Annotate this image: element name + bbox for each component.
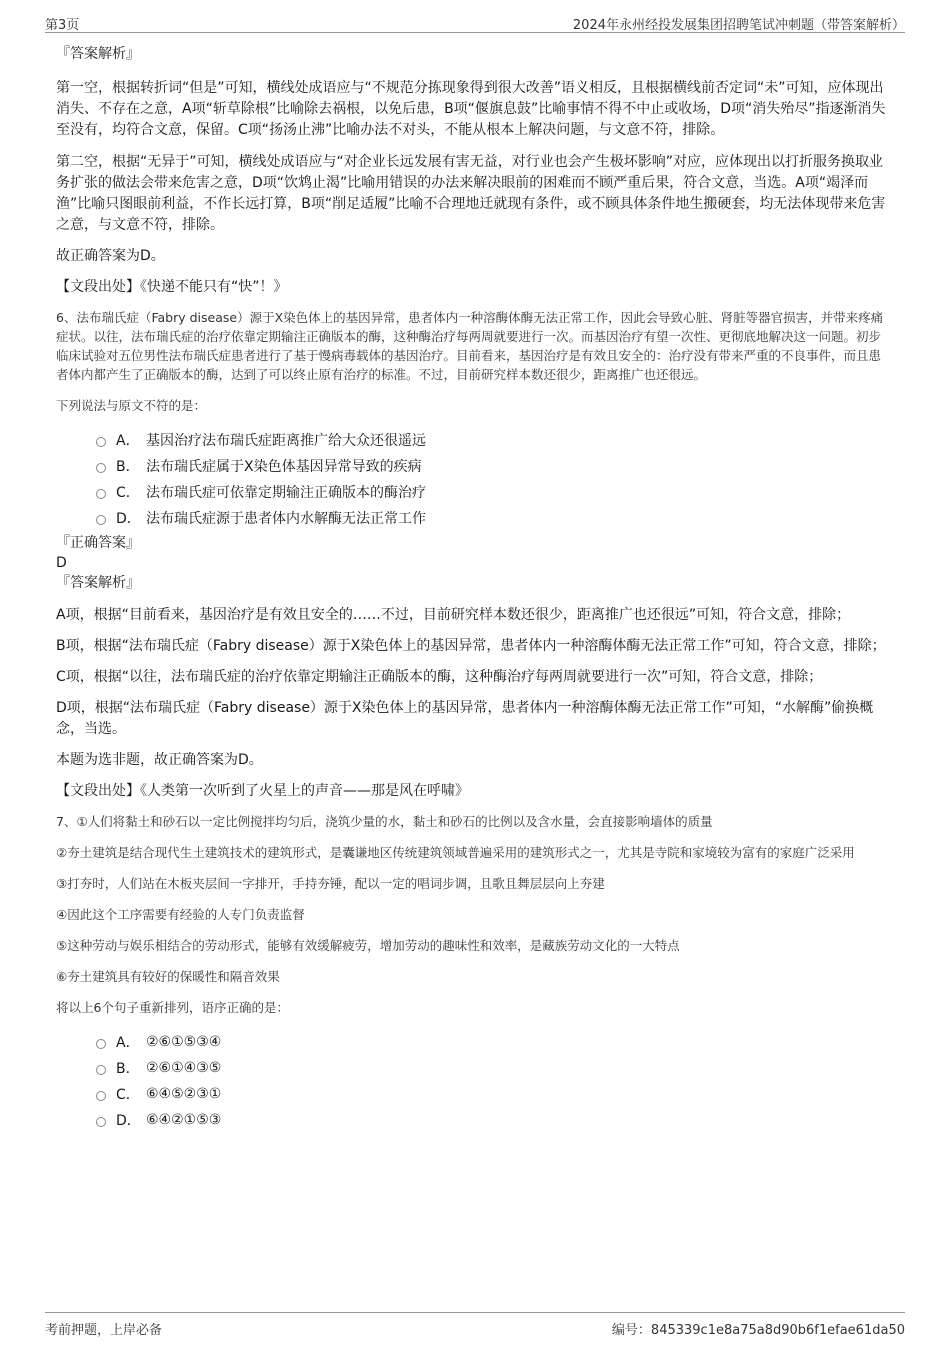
q6-options bbox=[96, 427, 888, 531]
q6-analysis-c: C项，根据“以往，法布瑞氏症的治疗依靠定期输注正确版本的酶，这种酶治疗每两周就要进行一次”可知，符合文意，排除； bbox=[56, 669, 823, 685]
page-footer bbox=[45, 1312, 905, 1339]
q6-conclusion: 本题为选非题，故正确答案为D。 bbox=[56, 752, 263, 768]
q6-option-d[interactable]: D． 法布瑞氏症源于患者体内水解酶无法正常工作 bbox=[96, 505, 888, 531]
radio-icon[interactable] bbox=[96, 463, 106, 473]
q7-option-d[interactable]: D． ⑥④②①⑤③ bbox=[96, 1107, 888, 1133]
radio-icon[interactable] bbox=[96, 1039, 106, 1049]
q7-prompt: 将以上6个句子重新排列，语序正确的是： bbox=[56, 1000, 289, 1015]
q5-analysis-para1: 第一空，根据转折词“但是”可知，横线处成语应与“不规范分拣现象得到很大改善”语义相反，且根据横线前否定词“未”可知，应体现出消失、不存在之意，A项“斩草除根”比喻除去祸根，以免后患，B项“偃旗息鼓”比喻事情不得不中止或收场，D项“消失殆尽”指逐渐消失至没有，均符合文意，保留。C项“扬汤止沸”比喻办法不对头，不能从根本上解决问题，与文意不符，排除。 bbox=[56, 80, 886, 138]
page-content bbox=[56, 44, 888, 1133]
page-header bbox=[45, 10, 905, 33]
q7-option-b[interactable]: B． ②⑥①④③⑤ bbox=[96, 1055, 888, 1081]
q5-source: 【文段出处】《快递不能只有“快”！》 bbox=[56, 279, 288, 295]
q7-sentence-3: ③打夯时，人们站在木板夹层间一字排开，手持夯锤，配以一定的唱词步调，且歌且舞层层向上夯建 bbox=[56, 876, 605, 891]
q6-option-a[interactable]: A． 基因治疗法布瑞氏症距离推广给大众还很遥远 bbox=[96, 427, 888, 453]
q7-options bbox=[96, 1029, 888, 1133]
radio-icon[interactable] bbox=[96, 437, 106, 447]
q6-analysis-a: A项，根据“目前看来，基因治疗是有效且安全的……不过，目前研究样本数还很少，距离推广也还很远”可知，符合文意，排除； bbox=[56, 607, 851, 623]
q6-option-b[interactable]: B． 法布瑞氏症属于X染色体基因异常导致的疾病 bbox=[96, 453, 888, 479]
q7-sentence-6: ⑥夯土建筑具有较好的保暖性和隔音效果 bbox=[56, 969, 280, 984]
q7-option-c[interactable]: C． ⑥④⑤②③① bbox=[96, 1081, 888, 1107]
q7-sentence-2: ②夯土建筑是结合现代生土建筑技术的建筑形式，是囊谦地区传统建筑领域普遍采用的建筑形式之一，尤其是寺院和家境较为富有的家庭广泛采用 bbox=[56, 845, 855, 860]
q6-prompt: 下列说法与原文不符的是： bbox=[56, 398, 207, 413]
footer-serial: 编号：845339c1e8a75a8d90b6f1efae61da50 bbox=[611, 1323, 905, 1338]
radio-icon[interactable] bbox=[96, 1065, 106, 1075]
q6-analysis-d: D项，根据“法布瑞氏症（Fabry disease）源于X染色体上的基因异常，患者体内一种溶酶体酶无法正常工作”可知，“水解酶”偷换概念，当选。 bbox=[56, 700, 874, 737]
document-title: 2024年永州经投发展集团招聘笔试冲刺题（带答案解析） bbox=[572, 18, 905, 33]
radio-icon[interactable] bbox=[96, 489, 106, 499]
q6-answer-label: 『正确答案』 bbox=[56, 535, 140, 551]
q6-source: 【文段出处】《人类第一次听到了火星上的声音——那是风在呼啸》 bbox=[56, 783, 469, 799]
q7-sentence-5: ⑤这种劳动与娱乐相结合的劳动形式，能够有效缓解疲劳，增加劳动的趣味性和效率，是藏族劳动文化的一大特点 bbox=[56, 938, 680, 953]
footer-slogan: 考前押题，上岸必备 bbox=[45, 1323, 163, 1338]
q5-conclusion: 故正确答案为D。 bbox=[56, 248, 165, 264]
q7-sentence-1: 7、①人们将黏土和砂石以一定比例搅拌均匀后，浇筑少量的水，黏土和砂石的比例以及含水量，会直接影响墙体的质量 bbox=[56, 814, 713, 829]
q7-sentence-4: ④因此这个工序需要有经验的人专门负责监督 bbox=[56, 907, 305, 922]
q6-analysis-label: 『答案解析』 bbox=[56, 575, 140, 591]
radio-icon[interactable] bbox=[96, 1117, 106, 1127]
radio-icon[interactable] bbox=[96, 515, 106, 525]
q7-option-a[interactable]: A． ②⑥①⑤③④ bbox=[96, 1029, 888, 1055]
radio-icon[interactable] bbox=[96, 1091, 106, 1101]
q6-option-c[interactable]: C． 法布瑞氏症可依靠定期输注正确版本的酶治疗 bbox=[96, 479, 888, 505]
q6-analysis-b: B项，根据“法布瑞氏症（Fabry disease）源于X染色体上的基因异常，患者体内一种溶酶体酶无法正常工作”可知，符合文意，排除； bbox=[56, 638, 886, 654]
page-number: 第3页 bbox=[45, 18, 80, 33]
q6-answer: D bbox=[56, 555, 67, 571]
q5-analysis-para2: 第二空，根据“无异于”可知，横线处成语应与“对企业长远发展有害无益，对行业也会产生极坏影响”对应，应体现出以打折服务换取业务扩张的做法会带来危害之意，D项“饮鸩止渴”比喻用错误的办法来解决眼前的困难而不顾严重后果，符合文意，当选。A项“竭泽而渔”比喻只图眼前利益，不作长远打算，B项“削足适履”比喻不合理地迁就现有条件，或不顾具体条件地生搬硬套，均无法体现带来危害之意，与文意不符，排除。 bbox=[56, 154, 886, 233]
q5-analysis-label: 『答案解析』 bbox=[56, 46, 140, 62]
q6-passage: 6、法布瑞氏症（Fabry disease）源于X染色体上的基因异常，患者体内一种溶酶体酶无法正常工作，因此会导致心脏、肾脏等器官损害，并带来疼痛症状。以往，法布瑞氏症的治疗依靠定期输注正确版本的酶，这种酶治疗每两周就要进行一次。而基因治疗有望一次性、更彻底地解决这一问题。初步临床试验对五位男性法布瑞氏症患者进行了基于慢病毒载体的基因治疗。目前看来，基因治疗是有效且安全的：治疗没有带来严重的不良事件，而且患者体内都产生了正确版本的酶，达到了可以终止原有治疗的标准。不过，目前研究样本数还很少，距离推广也还很远。 bbox=[56, 310, 884, 382]
